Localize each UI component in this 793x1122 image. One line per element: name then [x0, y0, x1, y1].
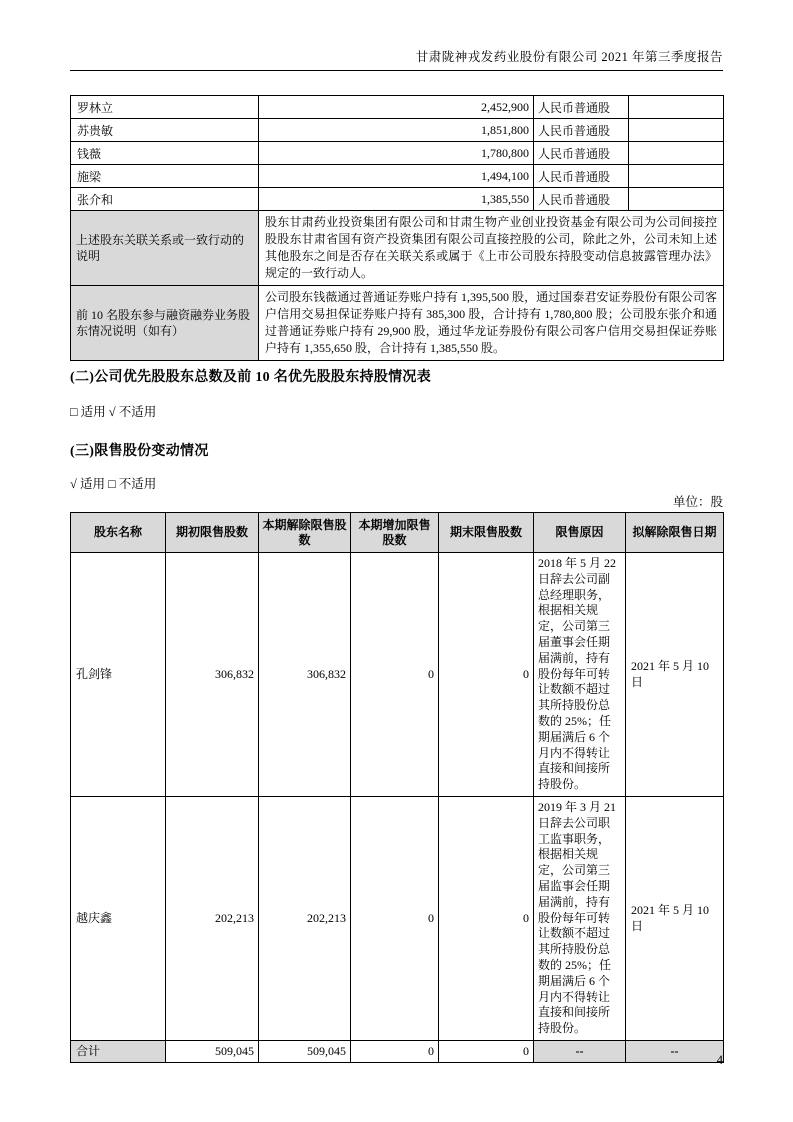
shareholder-shares: 1,780,800 — [259, 142, 534, 165]
total-reason-dash: -- — [534, 1040, 626, 1062]
share-type: 人民币普通股 — [534, 188, 629, 211]
planned-release-date: 2021 年 5 月 10 日 — [626, 796, 724, 1040]
share-type: 人民币普通股 — [534, 96, 629, 119]
margin-note-row — [71, 286, 724, 361]
released-shares: 306,832 — [259, 553, 351, 797]
initial-restricted-shares: 306,832 — [166, 553, 259, 797]
added-restricted-shares: 0 — [351, 553, 439, 797]
restricted-shareholder-name: 孔剑锋 — [71, 553, 166, 797]
col-header-restriction-reason: 限售原因 — [534, 513, 626, 553]
col-header-release-date: 拟解除限售日期 — [626, 513, 724, 553]
applicability-restricted-shares: √ 适用 □ 不适用 — [70, 477, 157, 491]
total-label: 合计 — [71, 1040, 166, 1062]
shareholder-row — [71, 96, 724, 119]
share-type: 人民币普通股 — [534, 142, 629, 165]
released-shares: 202,213 — [259, 796, 351, 1040]
unit-note: 单位：股 — [672, 495, 723, 509]
total-ending: 0 — [439, 1040, 534, 1062]
shareholders-table — [70, 95, 724, 361]
relation-note-text: 股东甘肃药业投资集团有限公司和甘肃生物产业创业投资基金有限公司为公司间接控股股东甘肃省国有资产投资集团有限公司直接控股的公司，除此之外，公司未知上述其他股东之间是否存在关联关系或属于《上市公司股东持股变动信息披露管理办法》规定的一致行动人。 — [259, 211, 724, 286]
total-date-dash: -- — [626, 1040, 724, 1062]
empty-cell — [629, 165, 724, 188]
shareholder-name: 施梁 — [71, 165, 259, 188]
section-title-preferred-shares: (二)公司优先股股东总数及前 10 名优先股股东持股情况表 — [70, 370, 432, 385]
total-released: 509,045 — [259, 1040, 351, 1062]
total-added: 0 — [351, 1040, 439, 1062]
document-header: 甘肃陇神戎发药业股份有限公司 2021 年第三季度报告 — [415, 50, 723, 64]
restricted-shareholder-name: 越庆鑫 — [71, 796, 166, 1040]
relation-note-label: 上述股东关联关系或一致行动的说明 — [71, 211, 259, 286]
restriction-reason: 2019 年 3 月 21 日辞去公司职工监事职务，根据相关规定，公司第三届监事会任期届满前，持有股份每年可转让数额不超过其所持股份总数的 25%；任期届满后 6 个月内不得转让直接和间接所持股份。 — [534, 796, 626, 1040]
share-type: 人民币普通股 — [534, 119, 629, 142]
shareholder-shares: 1,385,550 — [259, 188, 534, 211]
col-header-released: 本期解除限售股数 — [259, 513, 351, 553]
empty-cell — [629, 96, 724, 119]
restricted-table-header-row — [71, 513, 724, 553]
applicability-preferred-shares: □ 适用 √ 不适用 — [70, 405, 157, 419]
shareholder-shares: 1,851,800 — [259, 119, 534, 142]
col-header-initial-restricted: 期初限售股数 — [166, 513, 259, 553]
initial-restricted-shares: 202,213 — [166, 796, 259, 1040]
col-header-shareholder-name: 股东名称 — [71, 513, 166, 553]
shareholder-row — [71, 119, 724, 142]
col-header-added: 本期增加限售股数 — [351, 513, 439, 553]
shareholder-name: 张介和 — [71, 188, 259, 211]
shareholder-name: 苏贵敏 — [71, 119, 259, 142]
share-type: 人民币普通股 — [534, 165, 629, 188]
ending-restricted-shares: 0 — [439, 553, 534, 797]
planned-release-date: 2021 年 5 月 10 日 — [626, 553, 724, 797]
shareholder-shares: 1,494,100 — [259, 165, 534, 188]
margin-note-label: 前 10 名股东参与融资融券业务股东情况说明（如有） — [71, 286, 259, 361]
col-header-ending-restricted: 期末限售股数 — [439, 513, 534, 553]
shareholder-row — [71, 165, 724, 188]
shareholder-name: 罗林立 — [71, 96, 259, 119]
restricted-shares-table — [70, 512, 724, 1063]
restricted-row — [71, 553, 724, 797]
shareholder-row — [71, 188, 724, 211]
ending-restricted-shares: 0 — [439, 796, 534, 1040]
shareholder-shares: 2,452,900 — [259, 96, 534, 119]
empty-cell — [629, 142, 724, 165]
empty-cell — [629, 188, 724, 211]
restricted-row — [71, 796, 724, 1040]
relation-note-row — [71, 211, 724, 286]
total-initial: 509,045 — [166, 1040, 259, 1062]
margin-note-text: 公司股东钱薇通过普通证券账户持有 1,395,500 股，通过国泰君安证券股份有限公司客户信用交易担保证券账户持有 385,300 股，合计持有 1,780,800 股；公司股东张介和通过普通证券账户持有 29,900 股，通过华龙证券股份有限公司客户信用交易担保证券账户持有 1,355,650 股，合计持有 1,385,550 股。 — [259, 286, 724, 361]
section-title-restricted-shares: (三)限售股份变动情况 — [70, 444, 209, 459]
restriction-reason: 2018 年 5 月 22 日辞去公司副总经理职务，根据相关规定，公司第三届董事会任期届满前，持有股份每年可转让数额不超过其所持股份总数的 25%；任期届满后 6 个月内不得转让直接和间接所持股份。 — [534, 553, 626, 797]
shareholder-name: 钱薇 — [71, 142, 259, 165]
added-restricted-shares: 0 — [351, 796, 439, 1040]
shareholder-row — [71, 142, 724, 165]
header-divider — [70, 70, 723, 71]
page-number: 4 — [716, 1053, 723, 1067]
empty-cell — [629, 119, 724, 142]
